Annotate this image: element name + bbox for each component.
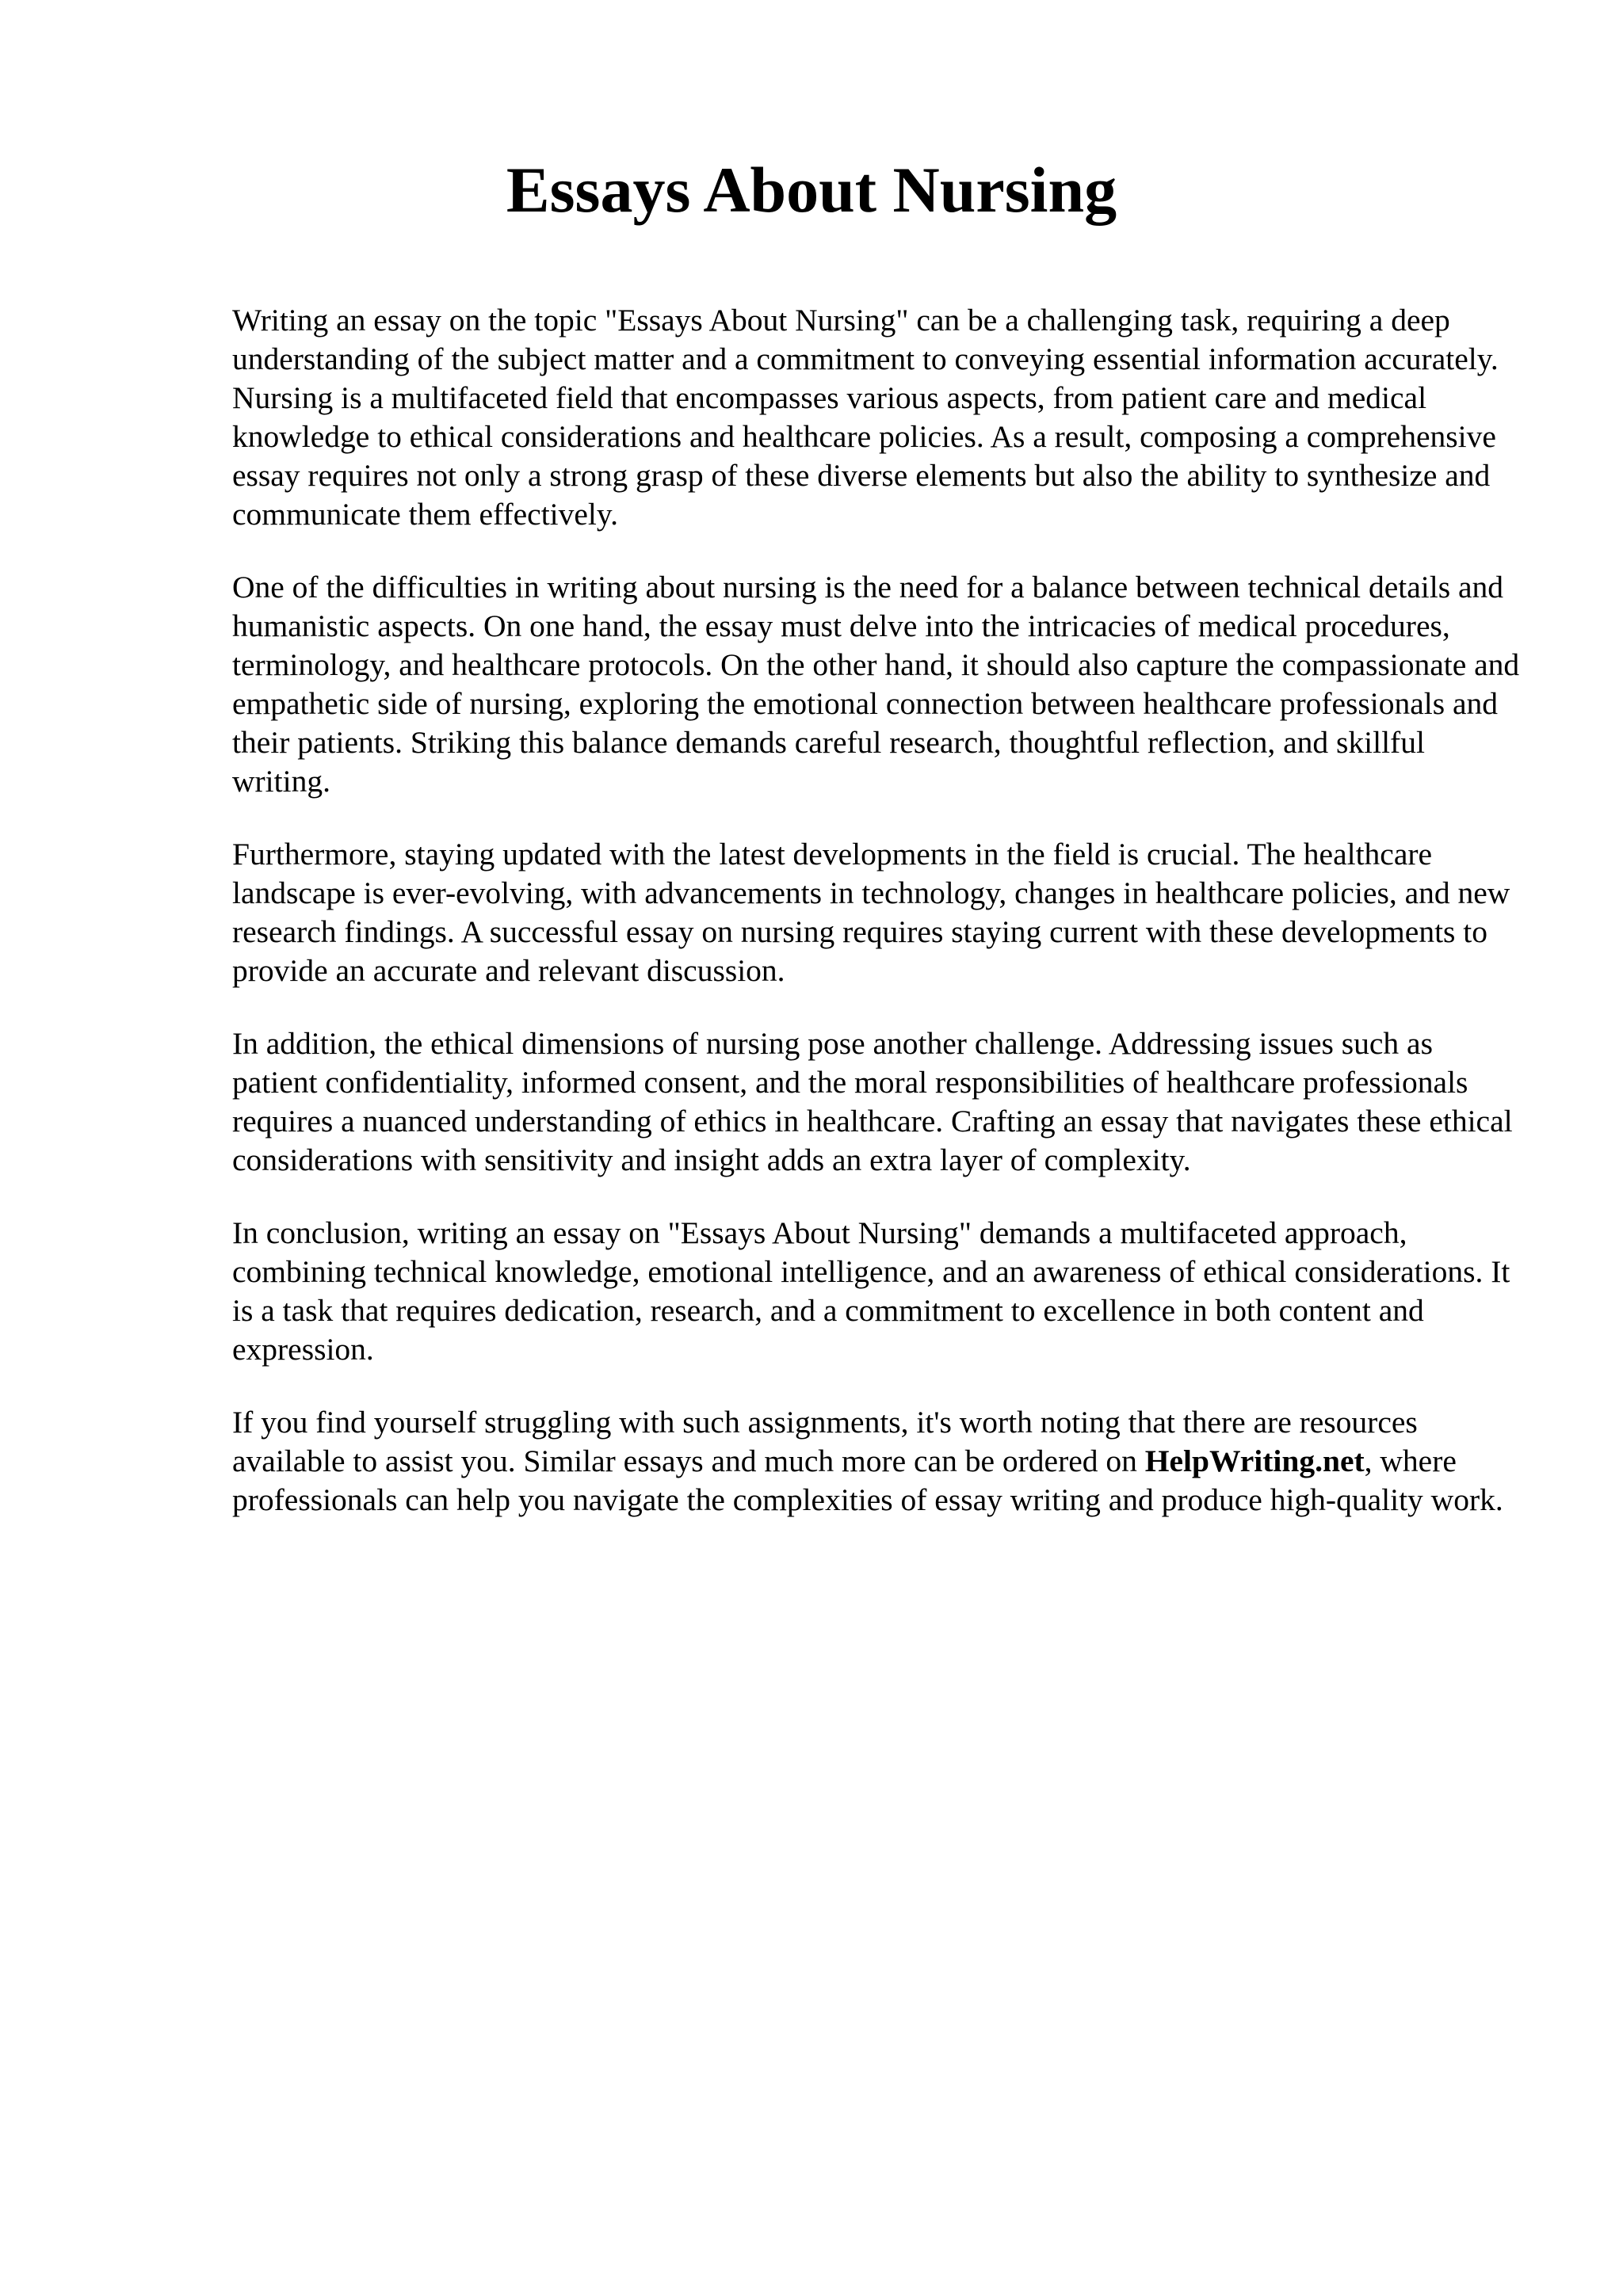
helpwriting-link[interactable]: HelpWriting.net (1144, 1444, 1365, 1478)
paragraph-conclusion: In conclusion, writing an essay on "Essays About Nursing" demands a multifaceted approach, combining technical knowledge, emotional intelligence, and an awareness of ethical considerations. It is a task that requires dedication, research, and a commitment to excellence in both content and expression. (232, 1215, 1510, 1367)
paragraph-ethics: In addition, the ethical dimensions of nursing pose another challenge. Addressing issues such as patient confidentiality, informed consent, and the moral responsibilities of healthcare professionals requires a nuanced understanding of ethics in healthcare. Crafting an essay that navigates these ethical considerations with sensitivity and insight adds an extra layer of complexity. (232, 1026, 1513, 1177)
resources-text-after-link: , where professionals can help you navigate the complexities of essay writing and produce high-quality work. (232, 1444, 1503, 1517)
document-title: Essays About Nursing (506, 154, 1117, 226)
paragraph-intro: Writing an essay on the topic "Essays About Nursing" can be a challenging task, requiring a deep understanding of the subject matter and a commitment to conveying essential information accurately. Nursing is a multifaceted field that encompasses various aspects, from patient care and medical knowledge to ethical considerations and healthcare policies. As a result, composing a comprehensive essay requires not only a strong grasp of these diverse elements but also the ability to synthesize and communicate them effectively. (232, 303, 1499, 532)
paragraph-developments: Furthermore, staying updated with the latest developments in the field is crucial. The healthcare landscape is ever-evolving, with advancements in technology, changes in healthcare policies, and new research findings. A successful essay on nursing requires staying current with these developments to provide an accurate and relevant discussion. (232, 837, 1510, 988)
document-body (232, 301, 1524, 1520)
resources-text-before-link: If you find yourself struggling with such assignments, it's worth noting that there are resources available to assist you. Similar essays and much more can be ordered on (232, 1405, 1418, 1478)
paragraph-resources (232, 1403, 1524, 1520)
paragraph-balance: One of the difficulties in writing about nursing is the need for a balance between technical details and humanistic aspects. On one hand, the essay must delve into the intricacies of medical procedures, terminology, and healthcare protocols. On the other hand, it should also capture the compassionate and empathetic side of nursing, exploring the emotional connection between healthcare professionals and their patients. Striking this balance demands careful research, thoughtful reflection, and skillful writing. (232, 570, 1520, 799)
